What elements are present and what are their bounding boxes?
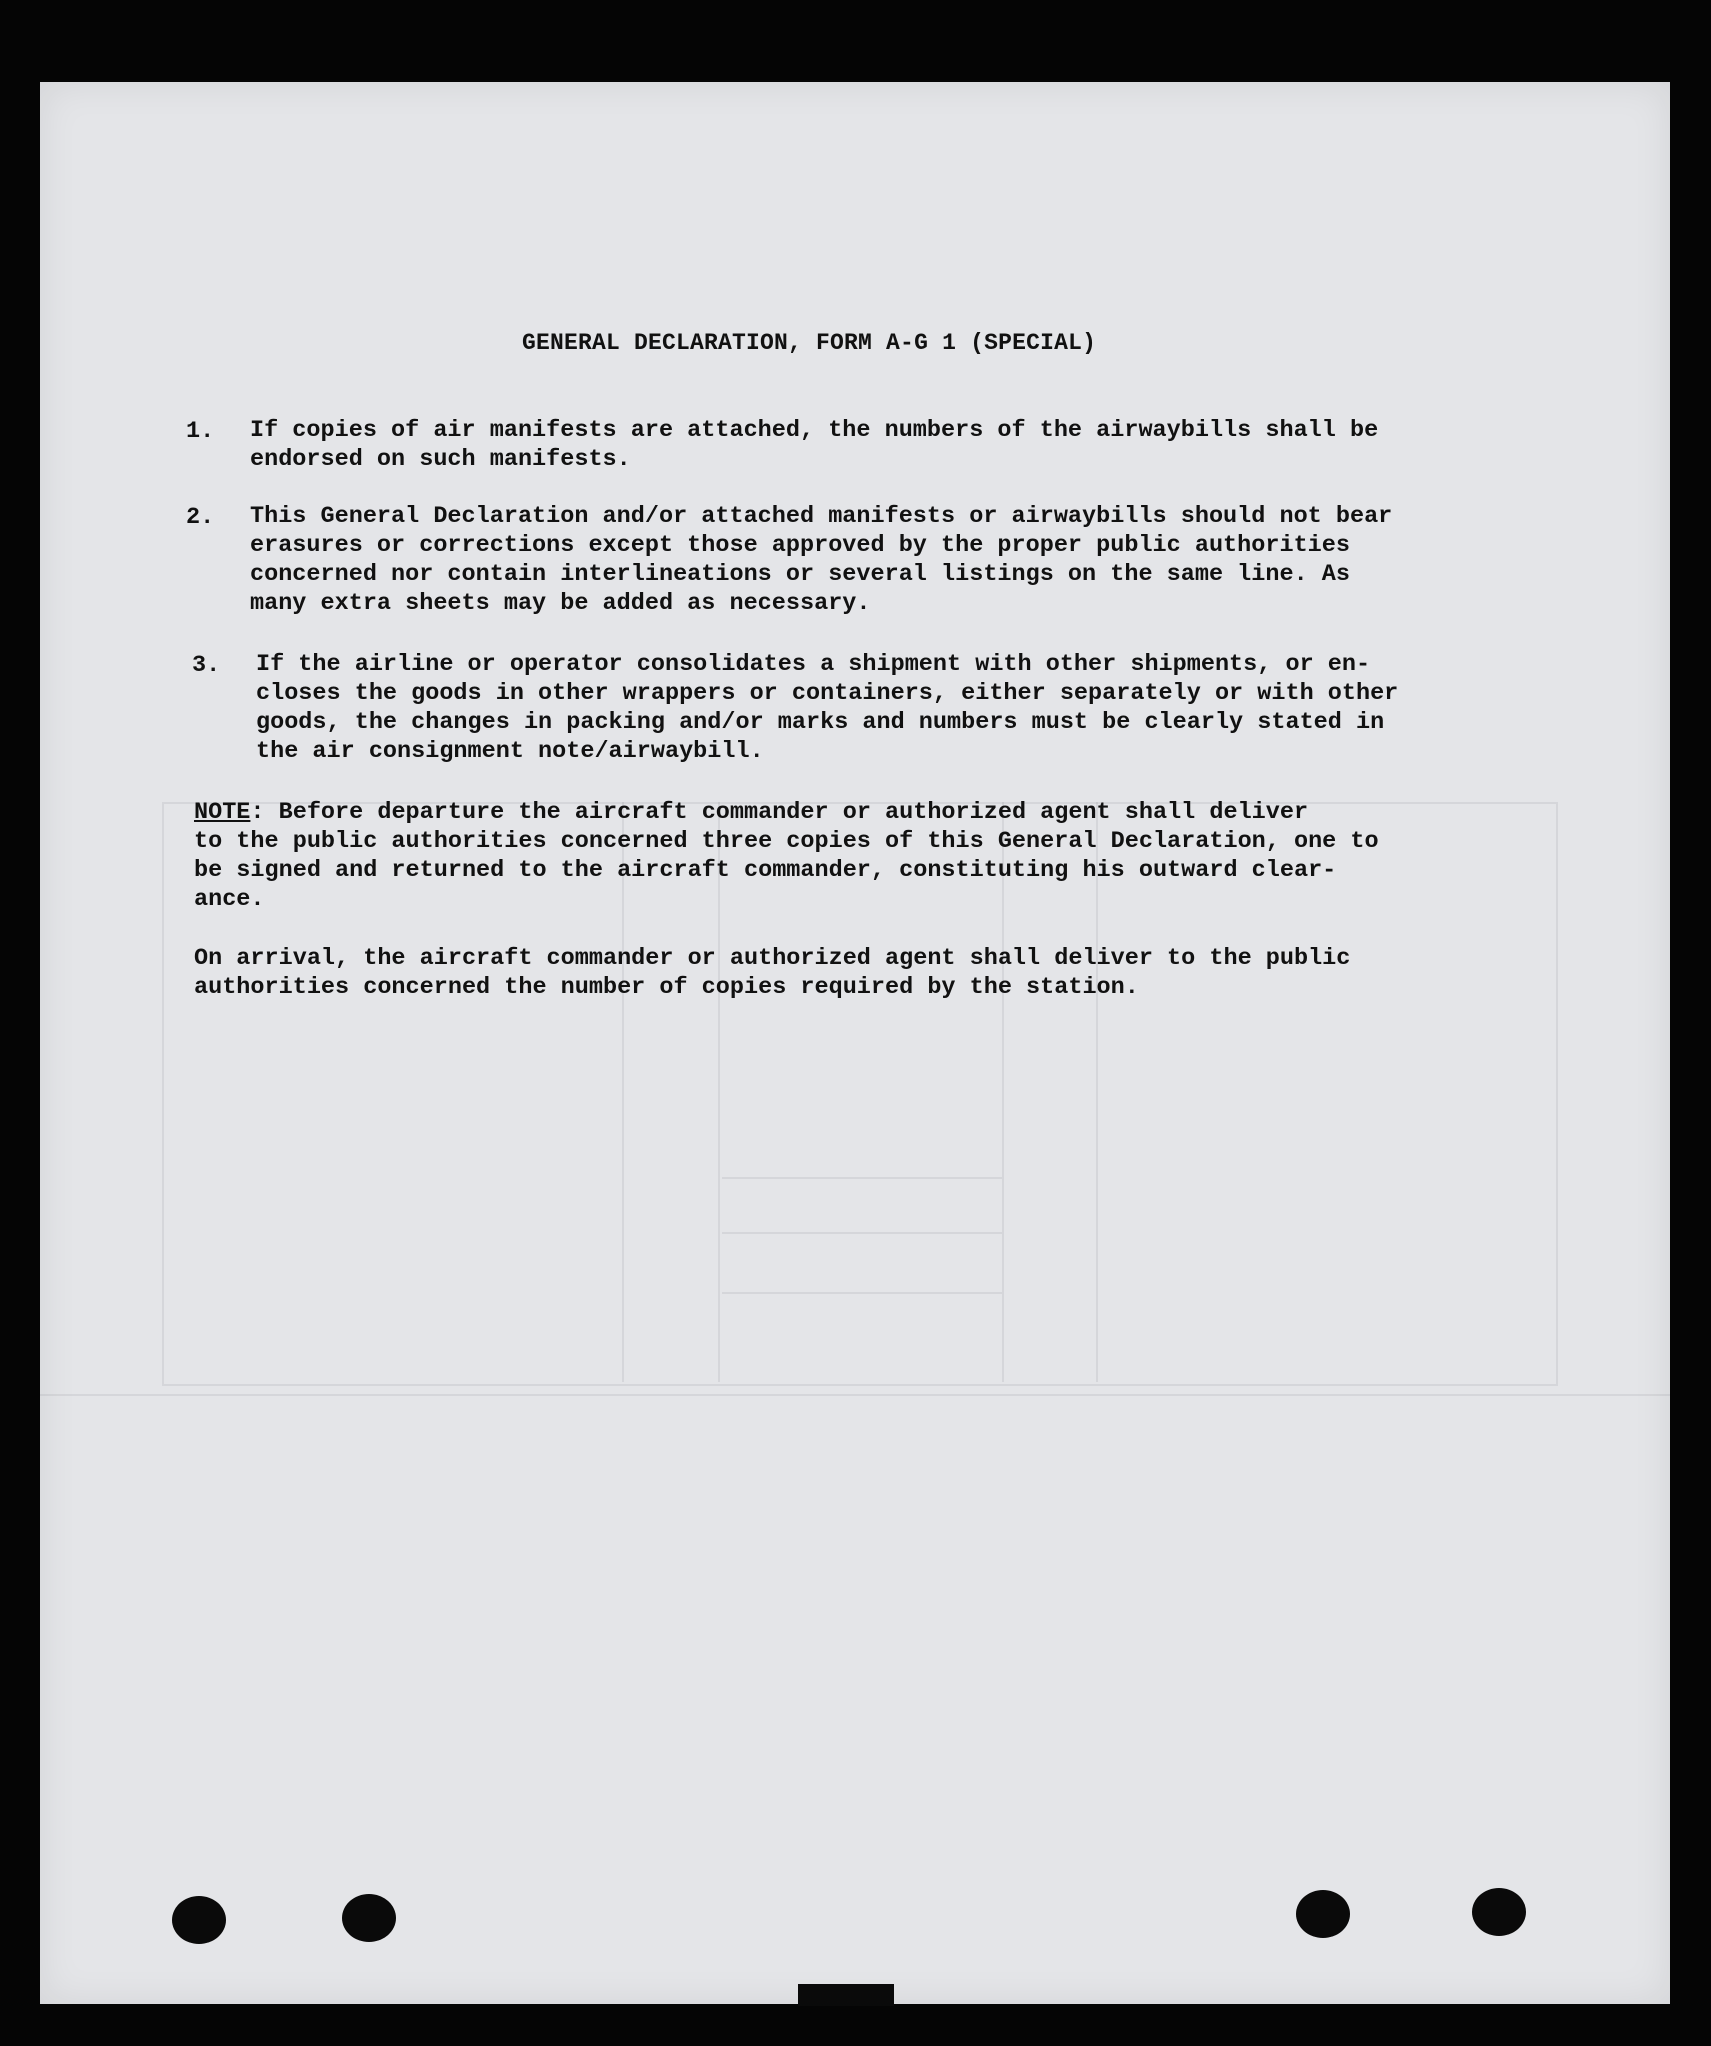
punch-hole xyxy=(1472,1888,1526,1936)
punch-hole xyxy=(342,1894,396,1942)
item-1-text: If copies of air manifests are attached, the numbers of the airwaybills shall be endorsed on such manifests. xyxy=(250,417,1379,473)
paper-sheet xyxy=(40,82,1670,2004)
note-paragraph xyxy=(194,798,1564,914)
document-title: GENERAL DECLARATION, FORM A-G 1 (SPECIAL) xyxy=(522,330,1097,356)
item-1-number: 1. xyxy=(186,418,215,445)
note-text: : Before departure the aircraft commander or authorized agent shall deliver to the public authorities concerned three copies of this General Declaration, one to be signed and returned to the aircraft commander, constituting his outward clear- ance. xyxy=(194,799,1379,913)
arrival-paragraph: On arrival, the aircraft commander or authorized agent shall deliver to the public authorities concerned the number of copies required by the station. xyxy=(194,945,1351,1001)
item-2-text: This General Declaration and/or attached manifests or airwaybills should not bear erasures or corrections except those approved by the proper public authorities concerned nor contain interlineations or several listings on the same line. As many extra sheets may be added as necessary. xyxy=(250,503,1393,617)
punch-hole xyxy=(172,1896,226,1944)
note-label: NOTE xyxy=(194,799,251,826)
item-2-number: 2. xyxy=(186,504,215,531)
bleed-through-rule xyxy=(722,1232,1002,1234)
punch-hole xyxy=(1296,1890,1350,1938)
item-3-text: If the airline or operator consolidates a shipment with other shipments, or en- closes the goods in other wrappers or containers, either separately or with other goods, the changes in packing and/or marks and numbers must be clearly stated in the air consignment note/airwaybill. xyxy=(256,651,1399,765)
bleed-through-rule xyxy=(40,1394,1670,1396)
clip-mark xyxy=(798,1984,894,2006)
item-3-number: 3. xyxy=(192,652,221,679)
bleed-through-rule xyxy=(722,1177,1002,1179)
bleed-through-rule xyxy=(722,1292,1002,1294)
